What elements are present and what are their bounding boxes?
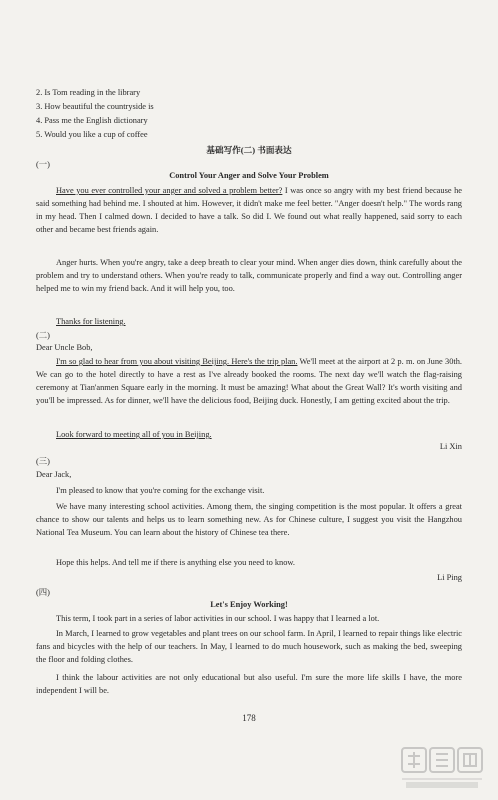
watermark-icon (400, 746, 484, 790)
part1-topic-sentence: Have you ever controlled your anger and solved a problem better? (56, 186, 283, 195)
part2-closing: Look forward to meeting all of you in Beijing. (56, 430, 212, 439)
answer-5: 5. Would you like a cup of coffee (36, 130, 148, 139)
part1-paragraph-1-rest: I was once so angry with my best friend because he said something had behind me. I shouted at him. However, it didn't make me feel better. "Anger doesn't help." The words rang in my head. Then I calmed down. I decided to have a talk. So did I. We found out what really happened, said sorry to each other and became best friends again. (36, 186, 462, 234)
part3-paragraph-3: Hope this helps. And tell me if there is anything else you need to know. (56, 558, 296, 567)
part2-signature: Li Xin (439, 442, 462, 451)
part2-paragraph-2 (36, 428, 462, 441)
part1-paragraph-2: Anger hurts. When you're angry, take a deep breath to clear your mind. When anger dies down, think carefully about the problem and try to understand others. When you're ready to talk, communicate properly and find a way out. Controlling anger helped me to win my friend back. And it will help you, too. (36, 258, 462, 293)
part1-title: Control Your Anger and Solve Your Problem (169, 171, 329, 180)
part3-paragraph-2: We have many interesting school activities. Among them, the singing competition is the most popular. It offers a great chance to show our talents and helps us to learn something new. As for Chinese culture, I suggest you visit the Hangzhou National Tea Museum. You can learn about the history of Chinese tea there. (36, 502, 462, 537)
part3-greeting: Dear Jack, (36, 470, 72, 479)
part4-paragraph-2: In March, I learned to grow vegetables and plant trees on our school farm. In April, I learned to repair things like electric fans and bicycles with the help of our teachers. In May, I learned to do much housework, such as making the bed, sweeping the floor and folding clothes. (36, 629, 462, 664)
part4-paragraph-3: I think the labour activities are not only educational but also useful. I'm sure the more life skills I have, the more independent I will be. (36, 673, 462, 695)
part1-paragraph-3 (36, 315, 462, 328)
part2-label: (二) (36, 331, 50, 340)
part2-paragraph-1 (36, 355, 462, 407)
part2-topic-sentence: I'm so glad to hear from you about visiting Beijing. Here's the trip plan. (56, 357, 298, 366)
part1-closing: Thanks for listening. (56, 317, 126, 326)
answer-2: 2. Is Tom reading in the library (36, 88, 141, 97)
part4-label: (四) (36, 588, 50, 597)
part4-paragraph-1: This term, I took part in a series of labor activities in our school. I was happy that I learned a lot. (56, 614, 380, 623)
part1-paragraph-1 (36, 184, 462, 236)
part3-paragraph-1: I'm pleased to know that you're coming for the exchange visit. (56, 486, 265, 495)
page-number: 178 (242, 713, 256, 723)
part3-label: (三) (36, 457, 50, 466)
part1-label: (一) (36, 160, 50, 169)
answer-3: 3. How beautiful the countryside is (36, 102, 154, 111)
answer-4: 4. Pass me the English dictionary (36, 116, 148, 125)
part4-title: Let's Enjoy Working! (210, 600, 288, 609)
part2-greeting: Dear Uncle Bob, (36, 343, 93, 352)
part2-paragraph-1-rest: We'll meet at the airport at 2 p. m. on June 30th. We can go to the hotel directly to have a rest as I've already booked the rooms. The next day we'll watch the flag-raising ceremony at Tian'anmen Square early in the morning. It must be amazing! What about the Great Wall? It's worth visiting and you'll be impressed. As for dinner, we'll have the delicious food, Beijing duck. Honestly, I am getting excited about the trip. (36, 357, 462, 405)
part3-signature: Li Ping (437, 573, 462, 582)
section-title: 基础写作(二) 书面表达 (206, 145, 292, 155)
watermark-logo (400, 746, 484, 790)
